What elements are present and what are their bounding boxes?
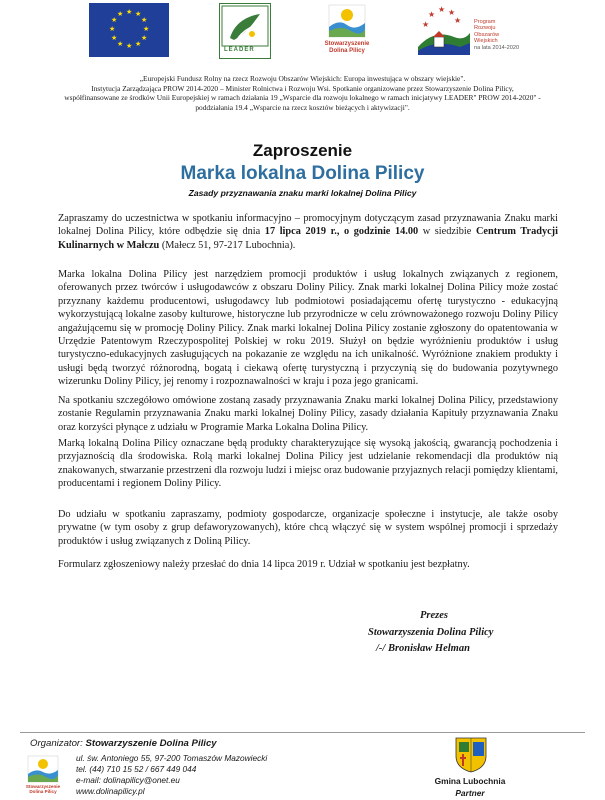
paragraph-invitation: Zapraszamy do uczestnictwa w spotkaniu informacyjno – promocyjnym dotyczącym zasad przyznawania Znaku marki lokalnej Dolina Pilicy, które odbędzie się dnia 17 lipca 2019 r., o godzinie 14.00 w siedzibie Centrum Tradycji Kulinarnych w Małczu (Małecz 51, 97-217 Lubochnia). <box>58 213 558 251</box>
funding-notice <box>40 74 565 112</box>
svg-text:★: ★ <box>117 40 124 48</box>
document-title: Zaproszenie <box>252 141 353 160</box>
svg-text:★: ★ <box>141 34 148 42</box>
sdp-footer-logo-text: Stowarzyszenie Dolina Pilicy <box>25 784 61 795</box>
footer-divider <box>20 732 585 733</box>
svg-text:★: ★ <box>141 16 148 24</box>
paragraph-invitees: Do udziału w spotkaniu zapraszamy, podmioty gospodarcze, organizacje społeczne i instytucje, ale także osoby prywatne (w tym osoby z grup defaworyzowanych), które chcą włączyć się w system wspólnej promocji i sprzedaży produktów i usług związanych z Doliną Pilicy. <box>58 509 558 547</box>
paragraph-meeting-agenda: Na spotkaniu szczegółowo omówione zostaną zasady przyznawania Znaku marki lokalnej Dolina Pilicy, przedstawiony zostanie Regulamin przyznawania Znaku marki lokalnej Doliny Pilicy, zasady działania Kapituły przyznawania Znaku oraz korzyści płynące z udziału w Programie Marka Lokalna Dolina Pilicy. <box>58 395 558 433</box>
svg-text:★: ★ <box>422 20 430 29</box>
svg-text:★: ★ <box>135 10 142 18</box>
prow-logo <box>414 3 524 59</box>
document-subtitle: Zasady przyznawania znaku marki lokalnej Dolina Pilicy <box>188 188 417 198</box>
svg-text:★: ★ <box>117 10 124 18</box>
paragraph-form-deadline: Formularz zgłoszeniowy należy przesłać do dnia 14 lipca 2019 r. Udział w spotkaniu jest bezpłatny. <box>58 559 470 570</box>
svg-text:★: ★ <box>143 25 150 33</box>
svg-text:★: ★ <box>126 42 133 50</box>
signature-role: Prezes <box>420 610 448 621</box>
organizer-email: e-mail: dolinapilicy@onet.eu <box>76 775 180 785</box>
signature-org: Stowarzyszenia Dolina Pilicy <box>368 627 494 638</box>
funding-line: Instytucja Zarządzająca PROW 2014-2020 – Minister Rolnictwa i Rozwoju Wsi. Spotkanie organizowane przez Stowarzyszenie Dolina Pilicy, <box>91 83 514 93</box>
signature-name: /-/ Bronisław Helman <box>376 643 470 654</box>
paragraph-brand-description: Marka lokalna Dolina Pilicy jest narzędziem promocji produktów i usług lokalnych związanych z regionem, oferowanych przez twórców i usługodawców z obszaru Doliny Pilicy. Znak marki lokalnej Dolina Pilicy może zostać przyznany każdemu producentowi, usługodawcy lub podmiotowi posiadającemu ofertę turystyczno - edukacyjną wykorzystującą lokalne zasoby kulturowe, historyczne lub przyrodnicze w celu zrównoważonego rozwoju Doliny Pilicy angażującemu się w promocję Doliny Pilicy. Znak marki lokalnej Dolina Pilicy zostanie zgłoszony do opatentowania w Urzędzie Patentowym Rzeczypospolitej Polskiej w roku 2019. Służył on będzie wyróżnieniu produktów i usług turystyczno-edukacyjnych zasługujących na pokazanie ze względu na ich unikalność. Wyróżnione znakiem produkty i usługi będą tworzyć różnorodną, bogatą i ciekawą ofertę turystyczną i przyczynią się do budowania pozytywnego wizerunku Doliny Pilicy, jej renomy i rozpoznawalności w kraju i poza jego granicami. <box>58 269 558 388</box>
eu-flag-icon <box>89 3 169 57</box>
prow-logo-text: Program Rozwoju Obszarów Wiejskich na lata 2014-2020 <box>474 19 520 51</box>
sdp-logo-text: Stowarzyszenie Dolina Pilicy <box>324 41 370 54</box>
leader-logo <box>219 3 271 59</box>
sdp-logo <box>317 3 377 59</box>
gmina-crest-icon <box>454 736 488 774</box>
organizer-label: Organizator: Stowarzyszenie Dolina Pilicy <box>30 738 217 749</box>
paragraph-brand-role: Marką lokalną Dolina Pilicy oznaczane będą produkty charakteryzujące się wysoką jakością, gwarancją pochodzenia i przyjaznością dla środowiska. Rolą marki lokalnej Dolina Pilicy jest udzielanie rekomendacji dla produktów nią znakowanych, stwarzanie przestrzeni dla rozwoju ludzi i miejsc oraz budowanie przyjaznych relacji pomiędzy klientami, producentami i regionem Doliny Pilicy. <box>58 438 558 490</box>
partner-name: Gmina Lubochnia <box>434 776 506 786</box>
svg-text:★: ★ <box>454 16 462 25</box>
funding-line: „Europejski Fundusz Rolny na rzecz Rozwoju Obszarów Wiejskich: Europa inwestująca w obszary wiejskie". <box>139 74 466 83</box>
svg-text:★: ★ <box>111 34 118 42</box>
brand-heading: Marka lokalna Dolina Pilicy <box>180 163 425 184</box>
organizer-phone: tel. (44) 710 15 52 / 667 449 044 <box>76 764 197 774</box>
svg-text:★: ★ <box>448 8 456 17</box>
meeting-date: 17 lipca 2019 r., o godzinie 14.00 <box>264 226 419 238</box>
organizer-website: www.dolinapilicy.pl <box>76 786 145 796</box>
leader-logo-text: LEADER <box>224 47 255 53</box>
svg-text:★: ★ <box>135 40 142 48</box>
funding-line: poddziałania 19.4 „Wsparcie na rzecz kosztów bieżących i aktywizacji". <box>195 102 410 112</box>
svg-text:★: ★ <box>109 25 116 33</box>
organizer-address: ul. św. Antoniego 55, 97-200 Tomaszów Mazowiecki <box>76 753 268 763</box>
sdp-footer-logo <box>18 754 68 798</box>
partner-role: Partner <box>455 788 485 798</box>
funding-line: współfinansowane ze środków Unii Europejskiej w ramach działania 19 „Wsparcie dla rozwoju lokalnego w ramach inicjatywy LEADER" PROW 2014-2020" - <box>64 93 541 103</box>
meeting-venue: Centrum Tradycji Kulinarnych w Małczu <box>58 226 558 251</box>
svg-text:★: ★ <box>111 16 118 24</box>
svg-text:★: ★ <box>438 5 446 14</box>
svg-text:★: ★ <box>428 10 436 19</box>
organizer-name: Stowarzyszenie Dolina Pilicy <box>85 738 217 749</box>
svg-text:★: ★ <box>126 8 133 16</box>
